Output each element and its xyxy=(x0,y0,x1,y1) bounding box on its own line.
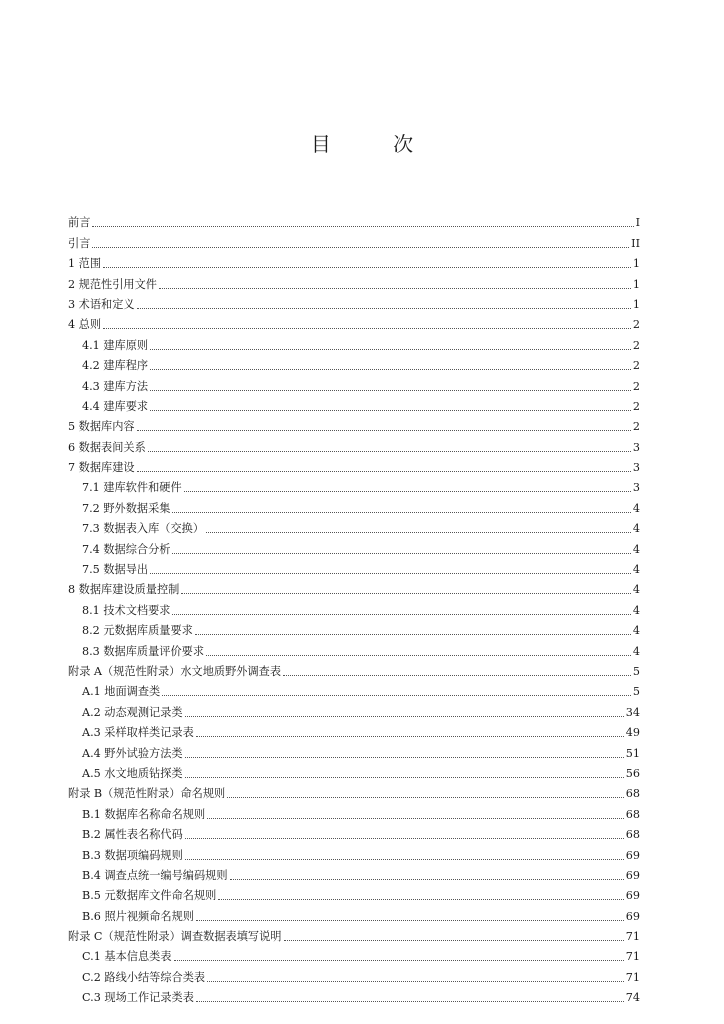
toc-entry[interactable] xyxy=(68,801,640,821)
dot-leader xyxy=(150,349,631,350)
toc-entry[interactable] xyxy=(68,516,640,536)
dot-leader xyxy=(230,879,624,880)
toc-entry-page: 4 xyxy=(632,603,640,617)
dot-leader xyxy=(196,736,624,737)
dot-leader xyxy=(185,757,624,758)
dot-leader xyxy=(103,267,631,268)
toc-entry-page: 71 xyxy=(625,950,640,964)
toc-entry[interactable] xyxy=(68,577,640,597)
toc-entry-label: B.3 数据项编码规则 xyxy=(82,848,183,862)
toc-entry-page: 74 xyxy=(625,991,640,1005)
toc-entry-label: C.2 路线小结等综合类表 xyxy=(82,970,206,984)
toc-entry-label: A.1 地面调查类 xyxy=(82,685,161,699)
toc-entry[interactable] xyxy=(68,822,640,842)
toc-entry-label: 4 总则 xyxy=(68,318,102,332)
toc-entry-label: 8.2 元数据库质量要求 xyxy=(82,624,193,638)
dot-leader xyxy=(218,899,623,900)
toc-entry-label: 8 数据库建设质量控制 xyxy=(68,583,180,597)
toc-entry[interactable] xyxy=(68,863,640,883)
dot-leader xyxy=(172,614,630,615)
toc-entry[interactable] xyxy=(68,903,640,923)
toc-entry-page: 4 xyxy=(632,624,640,638)
toc-entry-page: 69 xyxy=(625,889,640,903)
toc-entry-label: B.1 数据库名称命名规则 xyxy=(82,807,206,821)
toc-entry-label: 6 数据表间关系 xyxy=(68,440,146,454)
toc-entry-label: 5 数据库内容 xyxy=(68,420,135,434)
toc-entry-label: 4.3 建库方法 xyxy=(82,379,149,393)
toc-entry[interactable] xyxy=(68,332,640,352)
toc-entry-label: 7.2 野外数据采集 xyxy=(82,501,171,515)
toc-entry-label: B.4 调查点统一编号编码规则 xyxy=(82,868,228,882)
toc-entry[interactable] xyxy=(68,394,640,414)
toc-entry[interactable] xyxy=(68,312,640,332)
toc-entry[interactable] xyxy=(68,944,640,964)
toc-entry-label: 4.2 建库程序 xyxy=(82,359,149,373)
toc-entry-label: B.5 元数据库文件命名规则 xyxy=(82,889,217,903)
toc-entry-label: B.6 照片视频命名规则 xyxy=(82,909,194,923)
toc-entry-label: 2 规范性引用文件 xyxy=(68,277,157,291)
dot-leader xyxy=(185,838,624,839)
toc-entry[interactable] xyxy=(68,475,640,495)
toc-entry[interactable] xyxy=(68,883,640,903)
toc-entry-page: 5 xyxy=(632,685,640,699)
dot-leader xyxy=(172,553,630,554)
toc-entry-label: C.3 现场工作记录类表 xyxy=(82,991,194,1005)
dot-leader xyxy=(137,430,631,431)
table-of-contents xyxy=(68,210,640,1005)
toc-entry-page: 4 xyxy=(632,563,640,577)
dot-leader xyxy=(174,960,624,961)
toc-entry[interactable] xyxy=(68,455,640,475)
dot-leader xyxy=(283,675,631,676)
toc-entry[interactable] xyxy=(68,271,640,291)
toc-entry-page: 3 xyxy=(632,440,640,454)
toc-entry[interactable] xyxy=(68,251,640,271)
toc-entry-page: 4 xyxy=(632,522,640,536)
dot-leader xyxy=(184,491,631,492)
toc-entry[interactable] xyxy=(68,495,640,515)
dot-leader xyxy=(137,471,631,472)
toc-entry-page: 34 xyxy=(625,705,640,719)
toc-entry-label: 8.1 技术文档要求 xyxy=(82,603,171,617)
toc-entry[interactable] xyxy=(68,842,640,862)
dot-leader xyxy=(227,797,624,798)
dot-leader xyxy=(150,573,631,574)
toc-entry-label: 7 数据库建设 xyxy=(68,461,135,475)
toc-entry-page: 4 xyxy=(632,583,640,597)
dot-leader xyxy=(196,920,624,921)
dot-leader xyxy=(206,532,631,533)
toc-entry-label: 引言 xyxy=(68,236,91,250)
toc-entry-page: 56 xyxy=(625,766,640,780)
toc-entry-page: 4 xyxy=(632,644,640,658)
toc-entry-page: 68 xyxy=(625,807,640,821)
toc-entry[interactable] xyxy=(68,781,640,801)
dot-leader xyxy=(185,859,624,860)
toc-entry-page: 2 xyxy=(632,338,640,352)
dot-leader xyxy=(92,247,629,248)
dot-leader xyxy=(185,777,624,778)
toc-entry[interactable] xyxy=(68,761,640,781)
toc-entry-label: 8.3 数据库质量评价要求 xyxy=(82,644,205,658)
toc-entry[interactable] xyxy=(68,638,640,658)
toc-entry-label: 附录 A（规范性附录）水文地质野外调查表 xyxy=(68,664,282,678)
toc-entry[interactable] xyxy=(68,740,640,760)
toc-entry-label: A.5 水文地质钻探类 xyxy=(82,766,183,780)
toc-entry[interactable] xyxy=(68,659,640,679)
toc-entry-page: 2 xyxy=(632,399,640,413)
toc-entry[interactable] xyxy=(68,210,640,230)
dot-leader xyxy=(162,695,631,696)
toc-entry-label: 7.4 数据综合分析 xyxy=(82,542,171,556)
toc-entry[interactable] xyxy=(68,679,640,699)
dot-leader xyxy=(150,390,631,391)
toc-entry-page: 71 xyxy=(625,930,640,944)
toc-entry-page: 69 xyxy=(625,909,640,923)
toc-entry-page: 1 xyxy=(632,257,640,271)
toc-entry[interactable] xyxy=(68,618,640,638)
dot-leader xyxy=(103,328,631,329)
toc-entry-label: 7.1 建库软件和硬件 xyxy=(82,481,182,495)
toc-entry-label: A.4 野外试验方法类 xyxy=(82,746,183,760)
dot-leader xyxy=(159,288,631,289)
toc-entry-page: 2 xyxy=(632,420,640,434)
dot-leader xyxy=(150,369,631,370)
toc-entry[interactable] xyxy=(68,699,640,719)
dot-leader xyxy=(150,410,631,411)
dot-leader xyxy=(207,818,624,819)
toc-entry-page: 1 xyxy=(632,277,640,291)
dot-leader xyxy=(148,451,631,452)
toc-entry-page: 3 xyxy=(632,461,640,475)
dot-leader xyxy=(185,716,624,717)
toc-entry-label: 7.5 数据导出 xyxy=(82,563,149,577)
toc-entry-page: 51 xyxy=(625,746,640,760)
toc-entry-page: 3 xyxy=(632,481,640,495)
toc-entry-page: 2 xyxy=(632,359,640,373)
toc-entry-page: 2 xyxy=(632,318,640,332)
dot-leader xyxy=(207,981,624,982)
toc-entry-page: 71 xyxy=(625,970,640,984)
toc-entry-label: C.1 基本信息类表 xyxy=(82,950,172,964)
dot-leader xyxy=(181,593,631,594)
toc-entry[interactable] xyxy=(68,373,640,393)
toc-entry[interactable] xyxy=(68,536,640,556)
dot-leader xyxy=(195,634,631,635)
toc-entry[interactable] xyxy=(68,557,640,577)
toc-entry-page: II xyxy=(631,236,640,250)
toc-entry-page: 68 xyxy=(625,828,640,842)
toc-entry-label: 前言 xyxy=(68,216,91,230)
toc-entry-label: 3 术语和定义 xyxy=(68,297,135,311)
toc-entry-label: B.2 属性表名称代码 xyxy=(82,828,183,842)
dot-leader xyxy=(284,940,624,941)
toc-entry-page: 69 xyxy=(625,848,640,862)
toc-entry[interactable] xyxy=(68,414,640,434)
dot-leader xyxy=(172,512,630,513)
toc-entry-page: I xyxy=(635,216,640,230)
toc-entry[interactable] xyxy=(68,230,640,250)
toc-entry[interactable] xyxy=(68,597,640,617)
toc-entry[interactable] xyxy=(68,292,640,312)
toc-entry[interactable] xyxy=(68,985,640,1005)
toc-entry-page: 68 xyxy=(625,787,640,801)
toc-entry-label: 附录 C（规范性附录）调查数据表填写说明 xyxy=(68,930,282,944)
toc-entry-page: 4 xyxy=(632,542,640,556)
toc-entry-page: 5 xyxy=(632,664,640,678)
toc-entry-page: 2 xyxy=(632,379,640,393)
toc-entry-page: 4 xyxy=(632,501,640,515)
dot-leader xyxy=(206,655,631,656)
toc-entry-label: 4.4 建库要求 xyxy=(82,399,149,413)
toc-entry-page: 49 xyxy=(625,726,640,740)
toc-entry-page: 69 xyxy=(625,868,640,882)
toc-entry-label: 附录 B（规范性附录）命名规则 xyxy=(68,787,226,801)
toc-entry[interactable] xyxy=(68,964,640,984)
toc-entry-label: 4.1 建库原则 xyxy=(82,338,149,352)
dot-leader xyxy=(196,1001,624,1002)
toc-entry-label: A.2 动态观测记录类 xyxy=(82,705,183,719)
toc-entry-page: 1 xyxy=(632,297,640,311)
dot-leader xyxy=(92,226,633,227)
toc-title: 目 次 xyxy=(310,132,442,156)
toc-entry[interactable] xyxy=(68,353,640,373)
toc-entry[interactable] xyxy=(68,720,640,740)
toc-entry-label: A.3 采样取样类记录表 xyxy=(82,726,194,740)
toc-entry[interactable] xyxy=(68,924,640,944)
dot-leader xyxy=(137,308,631,309)
toc-entry-label: 1 范围 xyxy=(68,257,102,271)
toc-entry-label: 7.3 数据表入库（交换） xyxy=(82,522,205,536)
toc-entry[interactable] xyxy=(68,434,640,454)
